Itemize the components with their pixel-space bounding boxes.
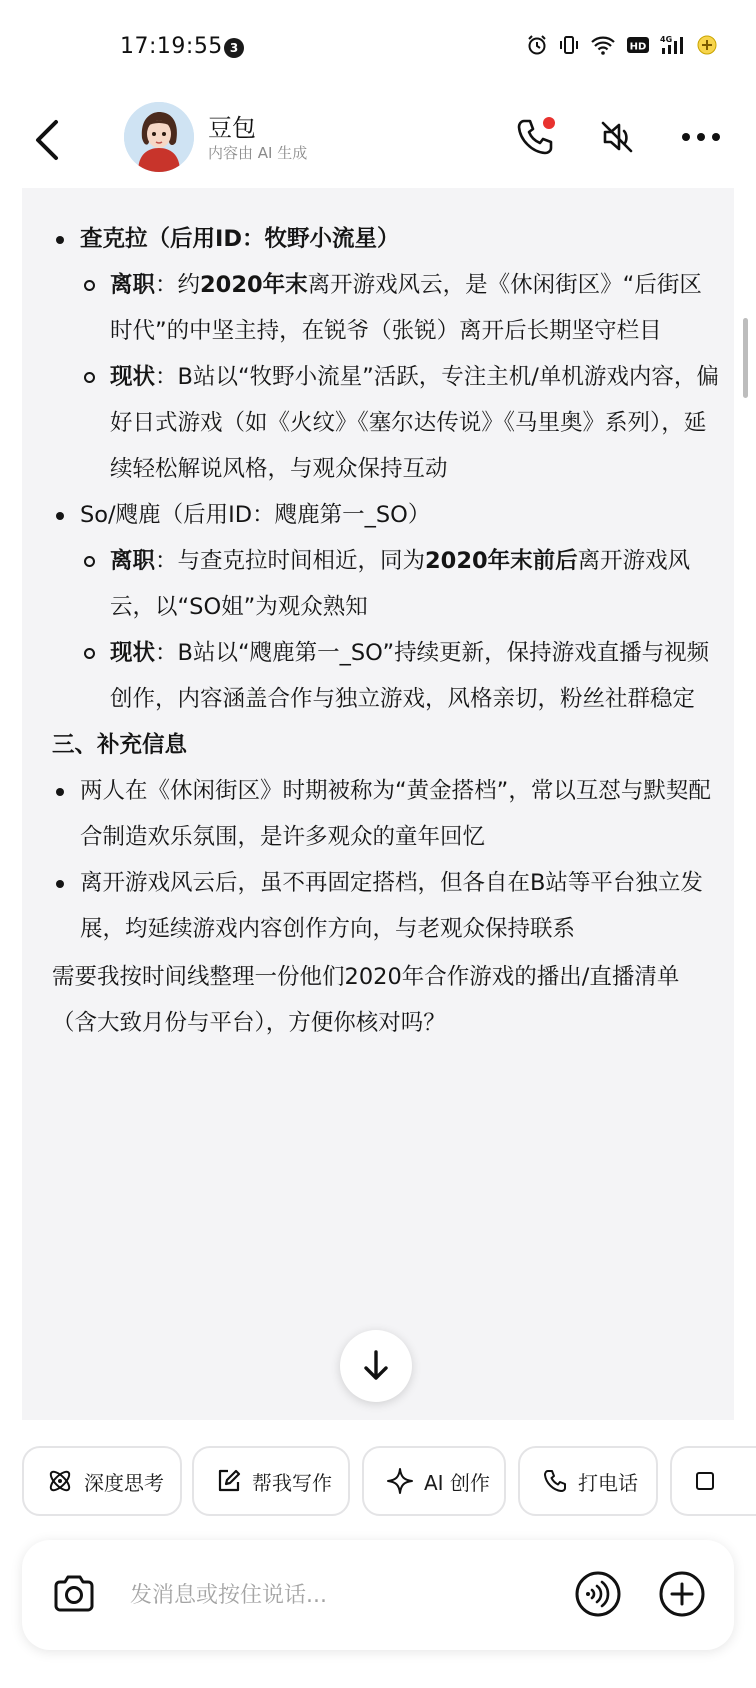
voice-wave-icon [574, 1570, 622, 1618]
chip-label: 深度思考 [84, 1470, 164, 1495]
message-content [52, 216, 722, 1046]
list-item [52, 262, 722, 354]
ai-create-chip[interactable] [362, 1446, 506, 1516]
status-icons [526, 34, 718, 56]
more-actions-chip[interactable] [670, 1446, 756, 1516]
item-label: 离职 [110, 272, 156, 298]
section-heading: 三、补充信息 [52, 732, 188, 758]
closing-question: 需要我按时间线整理一份他们2020年合作游戏的播出/直播清单（含大致月份与平台），方便你核对吗？ [52, 964, 680, 1036]
voice-call-button[interactable] [510, 112, 560, 162]
item-text: ：B站以“牧野小流星”活跃，专注主机/单机游戏内容，偏好日式游戏（如《火纹》《塞尔达传说》《马里奥》系列），延续轻松解说风格，与观众保持互动 [110, 364, 719, 482]
chevron-left-icon [28, 112, 68, 168]
add-attachment-button[interactable] [658, 1570, 706, 1622]
item-text: 离开游戏风云，是《休闲街区》“后街区时代”的中坚主持，在锐爷（张锐）离开后长期坚守栏目 [110, 272, 702, 344]
list-item: 离开游戏风云后，虽不再固定搭档，但各自在B站等平台独立发展，均延续游戏内容创作方向，与老观众保持联系 [52, 860, 722, 952]
svg-text:HD: HD [629, 41, 647, 53]
hd-icon [626, 35, 650, 55]
avatar[interactable] [124, 102, 194, 172]
item-text: 离开游戏风云，以“SO姐”为观众熟知 [110, 548, 691, 620]
bot-name: 豆包 [208, 114, 256, 142]
item-label: 现状 [110, 364, 156, 390]
status-bar [0, 0, 756, 100]
item-text: ：约 [155, 272, 201, 298]
help-write-chip[interactable] [192, 1446, 350, 1516]
message-input[interactable]: 发消息或按住说话... [130, 1583, 327, 1608]
list-item: So/飕鹿（后用ID：飕鹿第一_SO） [52, 492, 722, 538]
chip-label: 帮我写作 [252, 1470, 332, 1495]
message-input-bar [22, 1540, 734, 1650]
chip-label: 打电话 [578, 1470, 638, 1495]
chat-header [0, 100, 756, 190]
avatar-illustration-icon [124, 102, 194, 172]
item-text: ：B站以“飕鹿第一_SO”持续更新，保持游戏直播与视频创作，内容涵盖合作与独立游戏，风格亲切，粉丝社群稳定 [110, 640, 710, 712]
edit-icon [216, 1468, 242, 1494]
scroll-to-bottom-button[interactable] [340, 1330, 412, 1402]
item-label: 现状 [110, 640, 156, 666]
item-emphasis: 2020年末前后 [425, 548, 578, 574]
back-button[interactable] [28, 112, 68, 168]
wifi-icon [590, 34, 616, 56]
list-item [52, 354, 722, 492]
alarm-icon [526, 34, 548, 56]
list-item: 两人在《休闲街区》时期被称为“黄金搭档”，常以互怼与默契配合制造欢乐氛围，是许多观众的童年回忆 [52, 768, 722, 860]
mute-speaker-button[interactable] [592, 112, 642, 162]
notification-count-badge: 3 [224, 38, 244, 58]
signal-icon [660, 34, 686, 56]
more-options-button[interactable] [676, 112, 726, 162]
status-time: 17:19:55 [120, 34, 223, 59]
item-label: 离职 [110, 548, 156, 574]
chip-label: AI 创作 [424, 1470, 490, 1495]
ai-message-bubble [22, 188, 734, 1420]
chip-partial-icon [694, 1469, 716, 1493]
svg-text:4G: 4G [660, 35, 673, 44]
quick-actions-bar [22, 1446, 756, 1518]
battery-saver-icon [696, 34, 718, 56]
phone-icon [542, 1468, 568, 1494]
list-item [52, 630, 722, 722]
ai-generated-label: 内容由 AI 生成 [208, 144, 308, 162]
phone-call-chip[interactable] [518, 1446, 658, 1516]
camera-button[interactable] [50, 1570, 98, 1622]
arrow-down-icon [361, 1349, 391, 1383]
camera-icon [50, 1570, 98, 1618]
voice-input-button[interactable] [574, 1570, 622, 1622]
list-item: 查克拉（后用ID：牧野小流星） [52, 216, 722, 262]
deep-think-chip[interactable] [22, 1446, 182, 1516]
phone-icon [513, 115, 557, 159]
vibrate-icon [558, 34, 580, 56]
sparkle-icon [386, 1467, 414, 1495]
item-text: ：与查克拉时间相近，同为 [155, 548, 426, 574]
list-item [52, 538, 722, 630]
atom-icon [46, 1467, 74, 1495]
scrollbar-thumb[interactable] [743, 318, 748, 398]
plus-circle-icon [658, 1570, 706, 1618]
item-emphasis: 2020年末 [200, 272, 308, 298]
speaker-muted-icon [597, 117, 637, 157]
more-horizontal-icon [680, 131, 722, 143]
